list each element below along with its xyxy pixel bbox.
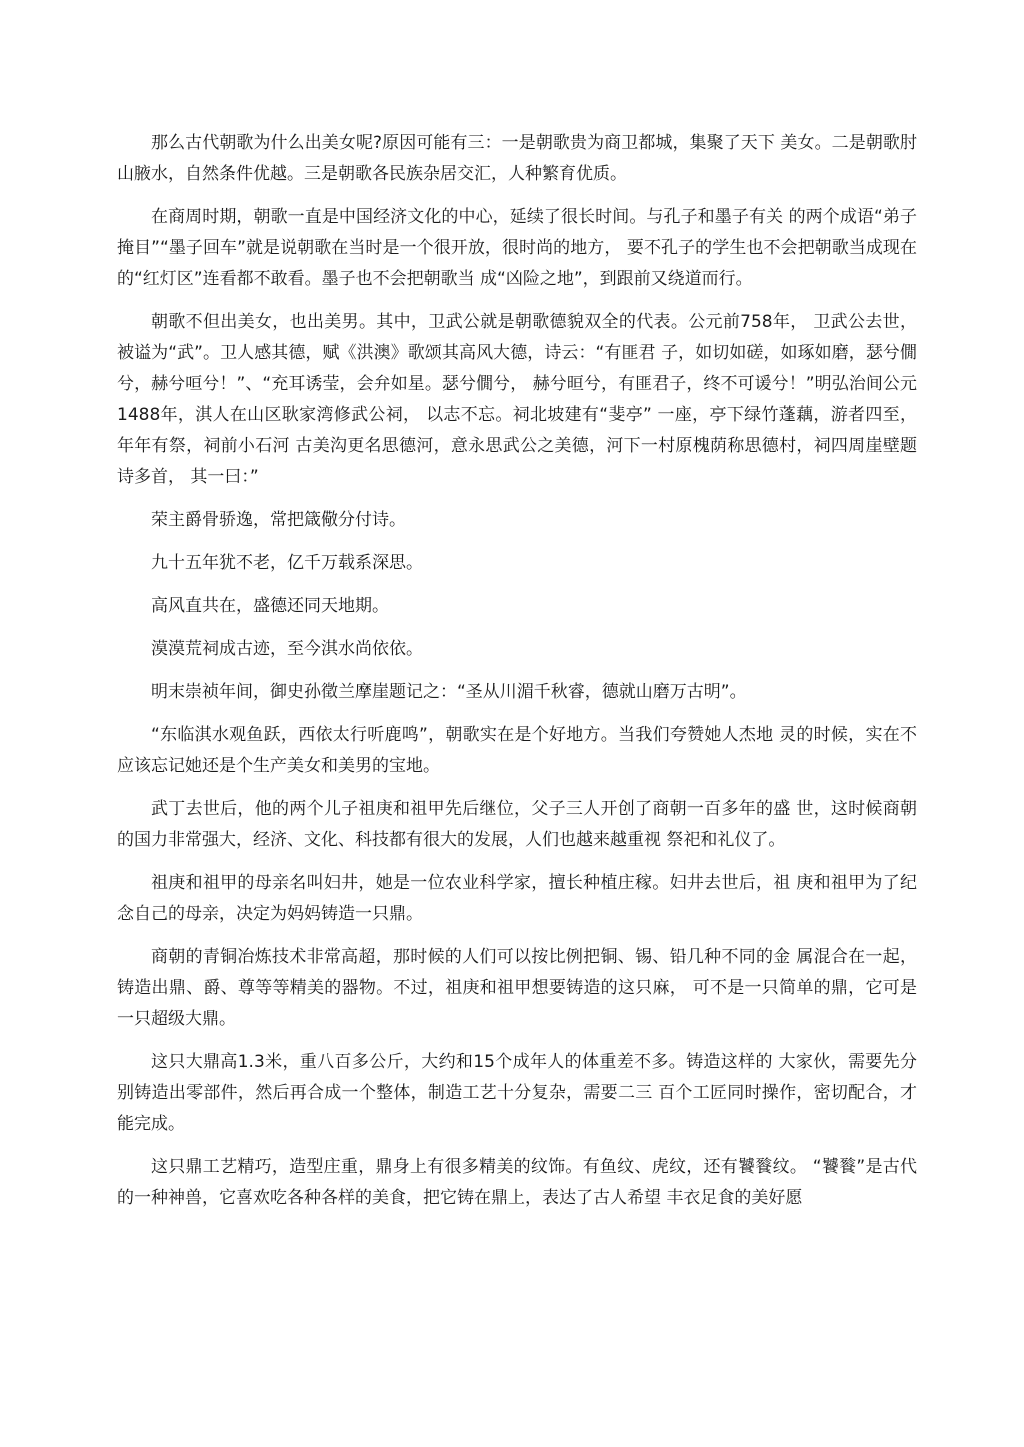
paragraph: “东临淇水观鱼跃，西依太行听鹿鸣”，朝歌实在是个好地方。当我们夸赞她人杰地 灵的时候，实在不应该忘记她还是个生产美女和美男的宝地。 xyxy=(117,725,917,776)
paragraph: 朝歌不但出美女，也出美男。其中，卫武公就是朝歌德貌双全的代表。公元前758年， 卫武公去世，被谥为“武”。卫人感其德，赋《洪澳》歌颂其高风大德，诗云：“有匪君 子，如切如磋，如琢如磨，瑟兮僩兮，赫兮咺兮！”、“充耳诱莹，会弁如星。瑟兮僩兮， 赫兮晅兮，有匪君子，终不可谖兮！”明弘治间公元1488年，淇人在山区耿家湾修武公祠， 以志不忘。祠北坡建有“斐亭” 一座，亭下绿竹蓬藕，游者四至，年年有祭，祠前小石河 古美沟更名思德河，意永思武公之美德，河下一村原槐荫称思德村，祠四周崖壁题诗多首， 其一曰：” xyxy=(117,312,917,487)
poem-line: 漠漠荒祠成古迹，至今淇水尚依依。 xyxy=(151,639,423,659)
paragraph: 武丁去世后，他的两个儿子祖庚和祖甲先后继位，父子三人开创了商朝一百多年的盛 世，这时候商朝的国力非常强大，经济、文化、科技都有很大的发展，人们也越来越重视 祭祀和礼仪了。 xyxy=(117,799,917,850)
inscription-note: 明末崇祯年间，御史孙徵兰摩崖题记之：“圣从川湄千秋睿，德就山磨万古明”。 xyxy=(151,682,747,702)
paragraph: 商朝的青铜冶炼技术非常高超，那时候的人们可以按比例把铜、锡、铅几种不同的金 属混合在一起，铸造出鼎、爵、尊等等精美的器物。不过，祖庚和祖甲想要铸造的这只麻， 可不是一只简单的鼎，它可是一只超级大鼎。 xyxy=(117,947,917,1029)
paragraph: 这只鼎工艺精巧，造型庄重，鼎身上有很多精美的纹饰。有鱼纹、虎纹，还有饕餮纹。 “饕餮”是古代的一种神兽，它喜欢吃各种各样的美食，把它铸在鼎上，表达了古人希望 丰衣足食的美好愿 xyxy=(117,1157,917,1208)
paragraph: 这只大鼎高1.3米，重八百多公斤，大约和15个成年人的体重差不多。铸造这样的 大家伙，需要先分别铸造出零部件，然后再合成一个整体，制造工艺十分复杂，需要二三 百个工匠同时操作，密切配合，才能完成。 xyxy=(117,1052,917,1134)
paragraph: 那么古代朝歌为什么出美女呢?原因可能有三：一是朝歌贵为商卫都城，集聚了天下 美女。二是朝歌肘山腋水，自然条件优越。三是朝歌各民族杂居交汇，人种繁育优质。 xyxy=(117,133,917,184)
paragraph: 在商周时期，朝歌一直是中国经济文化的中心，延续了很长时间。与孔子和墨子有关 的两个成语“弟子掩目”“墨子回车”就是说朝歌在当时是一个很开放，很时尚的地方， 要不孔子的学生也不会把朝歌当成现在的“红灯区”连看都不敢看。墨子也不会把朝歌当 成“凶险之地”，到跟前又绕道而行。 xyxy=(117,207,917,289)
paragraph: 祖庚和祖甲的母亲名叫妇井，她是一位农业科学家，擅长种植庄稼。妇井去世后，祖 庚和祖甲为了纪念自己的母亲，决定为妈妈铸造一只鼎。 xyxy=(117,873,917,924)
poem-line: 九十五年犹不老，亿千万载系深思。 xyxy=(151,553,423,573)
poem-line: 荣主爵骨骄逸，常把箴儆分付诗。 xyxy=(151,510,406,530)
document-body xyxy=(117,128,917,1226)
poem-line: 高风直共在，盛德还同天地期。 xyxy=(151,596,389,616)
